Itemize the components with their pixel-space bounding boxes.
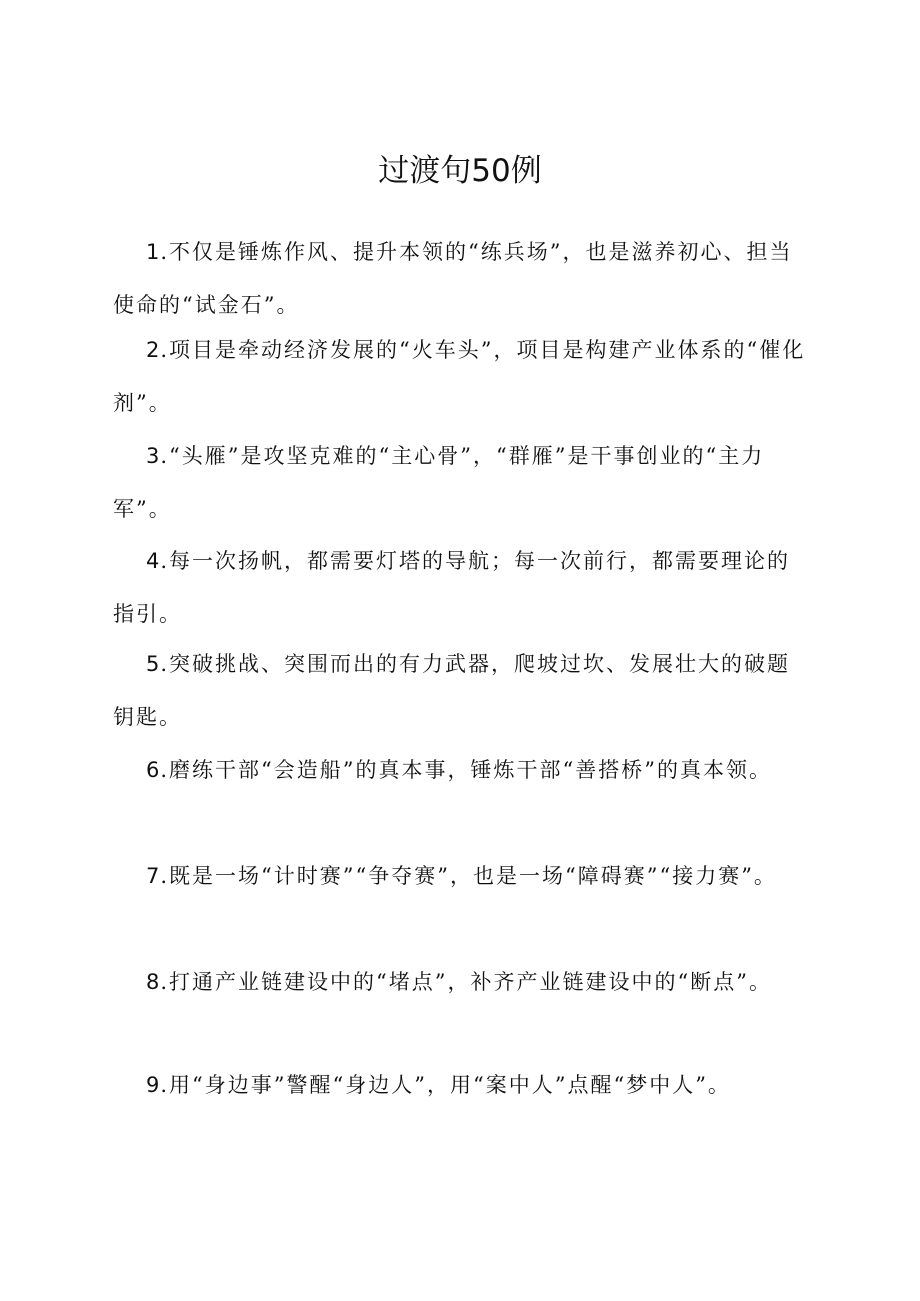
list-item xyxy=(113,638,808,744)
item-number: 4 xyxy=(146,549,161,573)
list-item xyxy=(113,226,808,332)
list-item xyxy=(113,956,808,1009)
item-text: .打通产业链建设中的“堵点”，补齐产业链建设中的“断点”。 xyxy=(160,970,772,994)
item-number: 5 xyxy=(146,652,161,676)
item-number: 8 xyxy=(146,970,161,994)
item-text: .用“身边事”警醒“身边人”，用“案中人”点醒“梦中人”。 xyxy=(160,1073,731,1097)
item-number: 1 xyxy=(146,240,161,264)
list-item xyxy=(113,1059,808,1112)
item-number: 9 xyxy=(146,1073,161,1097)
item-text: .既是一场“计时赛”“争夺赛”，也是一场“障碍赛”“接力赛”。 xyxy=(160,864,777,888)
item-text: .不仅是锤炼作风、提升本领的“练兵场”，也是滋养初心、担当使命的“试金石”。 xyxy=(113,240,793,317)
list-item xyxy=(113,850,808,903)
item-text: .磨练干部“会造船”的真本事，锤炼干部“善搭桥”的真本领。 xyxy=(160,758,772,782)
item-text: .项目是牵动经济发展的“火车头”，项目是构建产业体系的“催化剂”。 xyxy=(113,338,806,415)
list-item xyxy=(113,535,808,641)
list-item xyxy=(113,430,808,536)
list-item xyxy=(113,324,808,430)
item-number: 7 xyxy=(146,864,161,888)
item-number: 6 xyxy=(146,758,161,782)
list-item xyxy=(113,744,808,797)
item-number: 3 xyxy=(146,444,161,468)
item-text: .每一次扬帆，都需要灯塔的导航；每一次前行，都需要理论的指引。 xyxy=(113,549,791,626)
item-text: .突破挑战、突围而出的有力武器，爬坡过坎、发展壮大的破题钥匙。 xyxy=(113,652,791,729)
item-number: 2 xyxy=(146,338,161,362)
item-text: .“头雁”是攻坚克难的“主心骨”，“群雁”是干事创业的“主力军”。 xyxy=(113,444,765,521)
document-title: 过渡句50例 xyxy=(378,153,542,189)
